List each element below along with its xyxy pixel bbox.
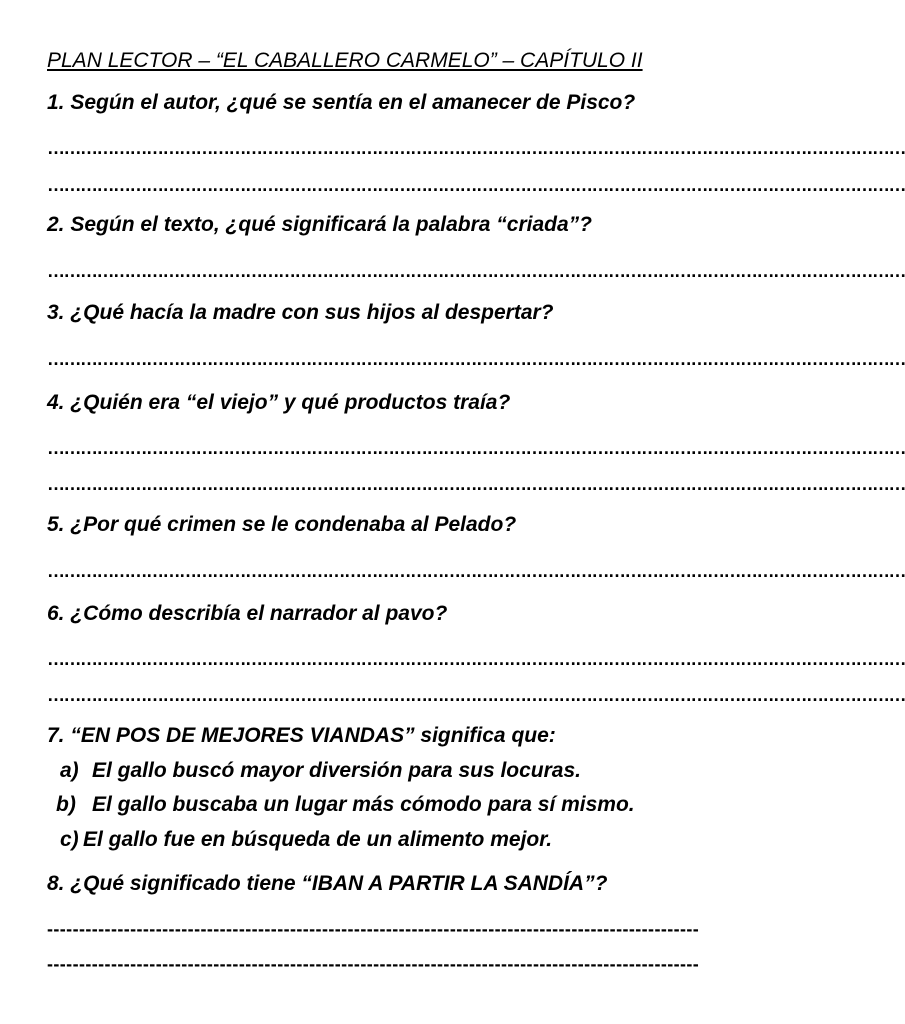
question-2: 2. Según el texto, ¿qué significará la palabra “criada”? (47, 213, 592, 236)
option-a-letter: a) (60, 759, 79, 782)
option-b-letter: b) (56, 793, 76, 816)
option-c[interactable] (60, 827, 552, 853)
answer-line-1a[interactable]: ………………………………………………………………………………………………………………………………………… (47, 138, 905, 158)
page-title: PLAN LECTOR – “EL CABALLERO CARMELO” – CAPÍTULO II (47, 49, 643, 72)
option-b-text: El gallo buscaba un lugar más cómodo para sí mismo. (92, 793, 635, 816)
option-a[interactable] (60, 758, 581, 784)
answer-line-3[interactable]: ………………………………………………………………………………………………………………………………………… (47, 349, 905, 369)
question-3: 3. ¿Qué hacía la madre con sus hijos al despertar? (47, 301, 554, 324)
answer-line-8a[interactable]: ------------------------------------------------------------------------------------------------------ (47, 919, 700, 939)
question-6: 6. ¿Cómo describía el narrador al pavo? (47, 602, 448, 625)
option-b[interactable] (56, 792, 635, 818)
answer-line-5[interactable]: ………………………………………………………………………………………………………………………………………… (47, 561, 905, 581)
question-1: 1. Según el autor, ¿qué se sentía en el amanecer de Pisco? (47, 91, 636, 114)
answer-line-1b[interactable]: ………………………………………………………………………………………………………………………………………… (47, 175, 905, 195)
answer-line-4a[interactable]: ………………………………………………………………………………………………………………………………………… (47, 438, 905, 458)
question-5: 5. ¿Por qué crimen se le condenaba al Pelado? (47, 513, 517, 536)
answer-line-6a[interactable]: ………………………………………………………………………………………………………………………………………… (47, 649, 905, 669)
question-7: 7. “EN POS DE MEJORES VIANDAS” significa que: (47, 724, 556, 747)
answer-line-6b[interactable]: ………………………………………………………………………………………………………………………………………… (47, 685, 905, 705)
question-4: 4. ¿Quién era “el viejo” y qué productos traía? (47, 391, 511, 414)
option-a-text: El gallo buscó mayor diversión para sus locuras. (92, 759, 581, 782)
answer-line-2[interactable]: ………………………………………………………………………………………………………………………………………… (47, 261, 905, 281)
question-8: 8. ¿Qué significado tiene “IBAN A PARTIR LA SANDÍA”? (47, 872, 608, 895)
answer-line-8b[interactable]: ------------------------------------------------------------------------------------------------------ (47, 954, 700, 974)
option-c-text: El gallo fue en búsqueda de un alimento mejor. (83, 828, 553, 851)
answer-line-4b[interactable]: ………………………………………………………………………………………………………………………………………… (47, 474, 905, 494)
option-c-letter: c) (60, 828, 79, 851)
